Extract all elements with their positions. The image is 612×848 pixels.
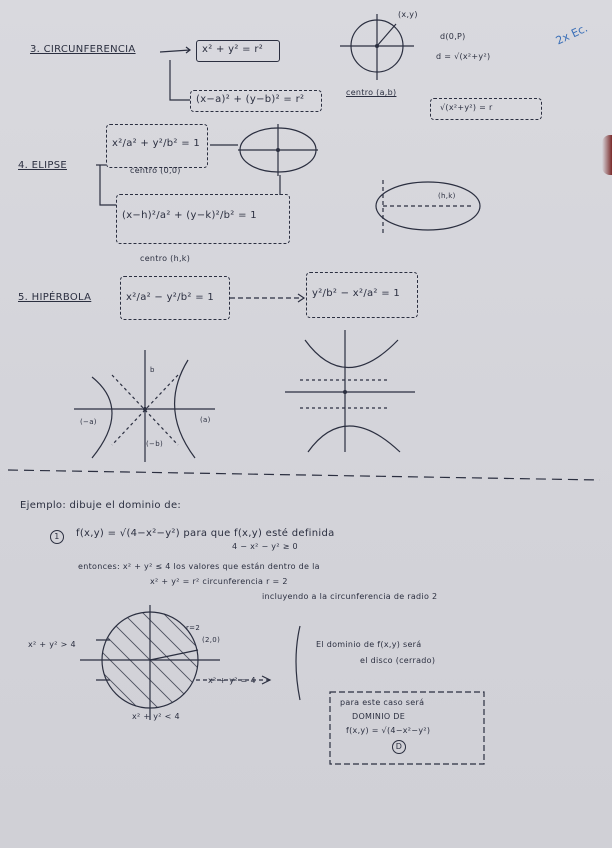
circ-eq2: (x−a)² + (y−b)² = r² bbox=[196, 94, 305, 105]
result-box-line4: D bbox=[392, 740, 406, 754]
hyper-eq1: x²/a² − y²/b² = 1 bbox=[126, 292, 215, 303]
example-point-label: (2,0) bbox=[202, 636, 221, 644]
ellipse-title: 4. ELIPSE bbox=[18, 160, 67, 171]
example-result2: el disco (cerrado) bbox=[360, 656, 436, 665]
hyper-label-b: b bbox=[150, 366, 155, 374]
circ-point-label: (x,y) bbox=[398, 10, 418, 19]
ellipse-eq2: (x−h)²/a² + (y−k)²/b² = 1 bbox=[122, 210, 257, 221]
example-line1b: 4 − x² − y² ≥ 0 bbox=[232, 542, 298, 551]
circ-dist3: √(x²+y²) = r bbox=[440, 103, 493, 112]
circ-eq1: x² + y² = r² bbox=[202, 44, 264, 55]
circ-dist1: d(0,P) bbox=[440, 32, 466, 41]
example-boundary-eq: x² + y² = 4 bbox=[208, 676, 256, 685]
hyper-label-neg-b: (−b) bbox=[146, 440, 163, 448]
example-line2b: x² + y² = r² circunferencia r = 2 bbox=[150, 577, 288, 586]
result-box-line3: f(x,y) = √(4−x²−y²) bbox=[346, 726, 431, 735]
example-outside-label: x² + y² > 4 bbox=[28, 640, 76, 649]
ellipse-note2: centro (h,k) bbox=[140, 254, 191, 263]
example-radius-label: r=2 bbox=[186, 624, 201, 632]
hyper-label-pos-a: (a) bbox=[200, 416, 211, 424]
result-box-line2: DOMINIO DE bbox=[352, 712, 406, 721]
circ-title: 3. CIRCUNFERENCIA bbox=[30, 44, 136, 55]
margin-note: 2x Ec. bbox=[553, 21, 590, 48]
circ-center-label: centro (a,b) bbox=[346, 88, 397, 97]
example-line3: incluyendo a la circunferencia de radio 2 bbox=[262, 592, 438, 601]
hyper-label-neg-a: (−a) bbox=[80, 418, 97, 426]
example-result1: El dominio de f(x,y) será bbox=[316, 640, 422, 649]
example-line2a: entonces: x² + y² ≤ 4 los valores que están dentro de la bbox=[78, 562, 320, 571]
example-number: 1 bbox=[50, 530, 64, 544]
example-line1a: f(x,y) = √(4−x²−y²) para que f(x,y) esté definida bbox=[76, 528, 335, 539]
example-heading: Ejemplo: dibuje el dominio de: bbox=[20, 500, 182, 511]
hyper-eq2: y²/b² − x²/a² = 1 bbox=[312, 288, 401, 299]
ellipse-point-label: (h,k) bbox=[438, 192, 456, 200]
circ-dist2: d = √(x²+y²) bbox=[436, 52, 491, 61]
ellipse-note1: centro (0,0) bbox=[130, 166, 181, 175]
hyper-title: 5. HIPÉRBOLA bbox=[18, 292, 92, 303]
example-inside-eq: x² + y² < 4 bbox=[132, 712, 180, 721]
result-box-line1: para este caso será bbox=[340, 698, 425, 707]
ellipse-eq1: x²/a² + y²/b² = 1 bbox=[112, 138, 201, 149]
